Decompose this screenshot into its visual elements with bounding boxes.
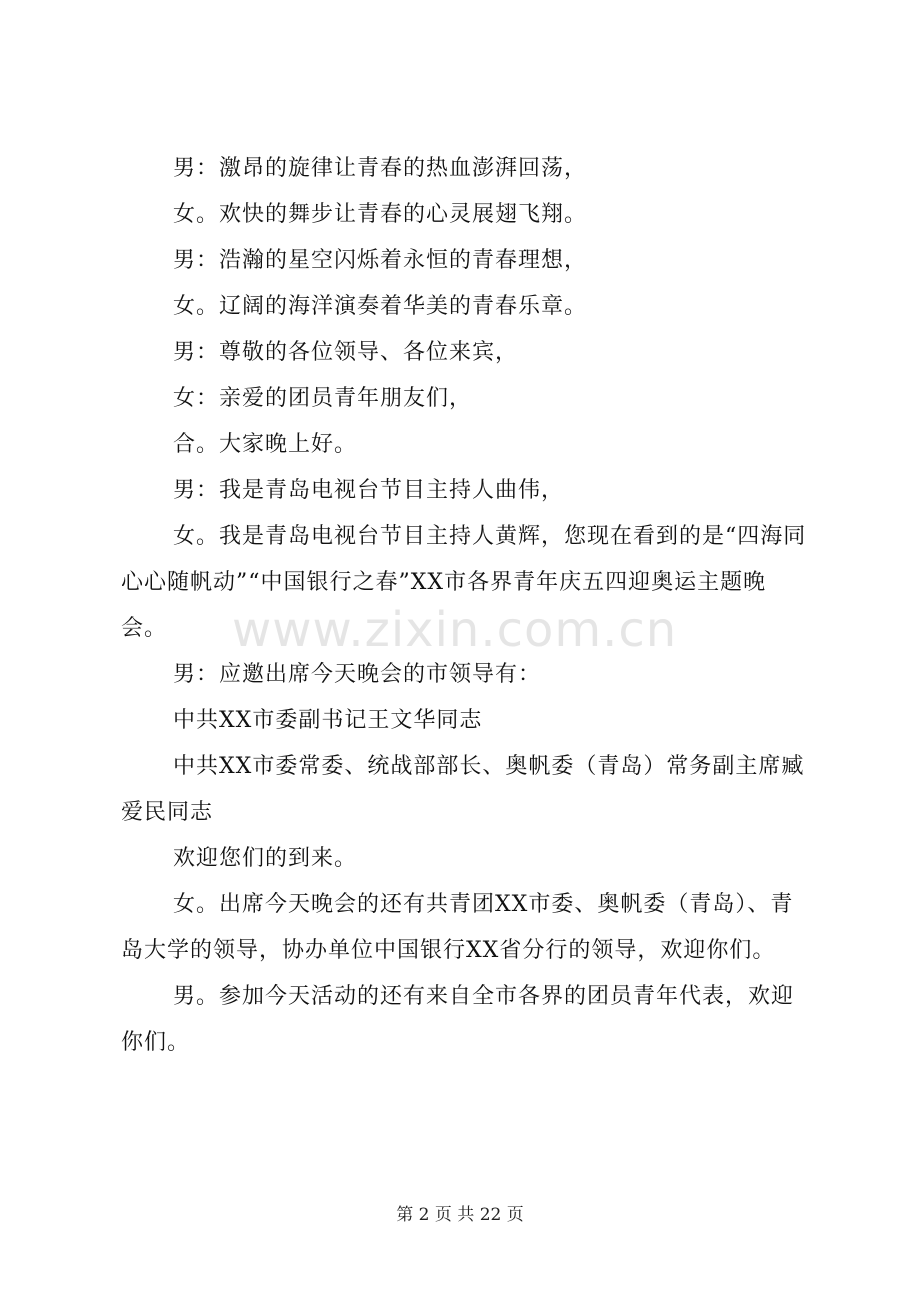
watermark-text: www.zixin.com.cn [232,602,678,658]
paragraph: 男：尊敬的各位领导、各位来宾， [173,340,519,365]
paragraph: 女：亲爱的团员青年朋友们， [173,386,473,411]
paragraph: 欢迎您们的到来。 [173,846,358,871]
paragraph: 男：浩瀚的星空闪烁着永恒的青春理想， [173,248,588,273]
paragraph: 男：应邀出席今天晚会的市领导有： [173,662,542,687]
document-body [121,146,811,1066]
paragraph: 男。参加今天活动的还有来自全市各界的团员青年代表，欢迎你们。 [121,984,795,1055]
paragraph: 中共XX市委副书记王文华同志 [173,708,483,733]
paragraph: 女。辽阔的海洋演奏着华美的青春乐章。 [173,294,588,319]
page-footer: 第 2 页 共 22 页 [396,1205,524,1225]
paragraph: 合。大家晚上好。 [173,432,358,457]
paragraph: 女。出席今天晚会的还有共青团XX市委、奥帆委（青岛）、青岛大学的领导，协办单位中国银行XX省分行的领导，欢迎你们。 [121,892,794,963]
paragraph: 女。欢快的舞步让青春的心灵展翅飞翔。 [173,202,588,227]
paragraph: 男：我是青岛电视台节目主持人曲伟， [173,478,565,503]
paragraph: 女。我是青岛电视台节目主持人黄辉，您现在看到的是“四海同心心随帆动”“中国银行之春”XX市各界青年庆五四迎奥运主题晚会。 [121,524,807,641]
paragraph: 男：激昂的旋律让青春的热血澎湃回荡， [173,156,588,181]
paragraph: 中共XX市委常委、统战部部长、奥帆委（青岛）常务副主席臧爱民同志 [121,754,805,825]
